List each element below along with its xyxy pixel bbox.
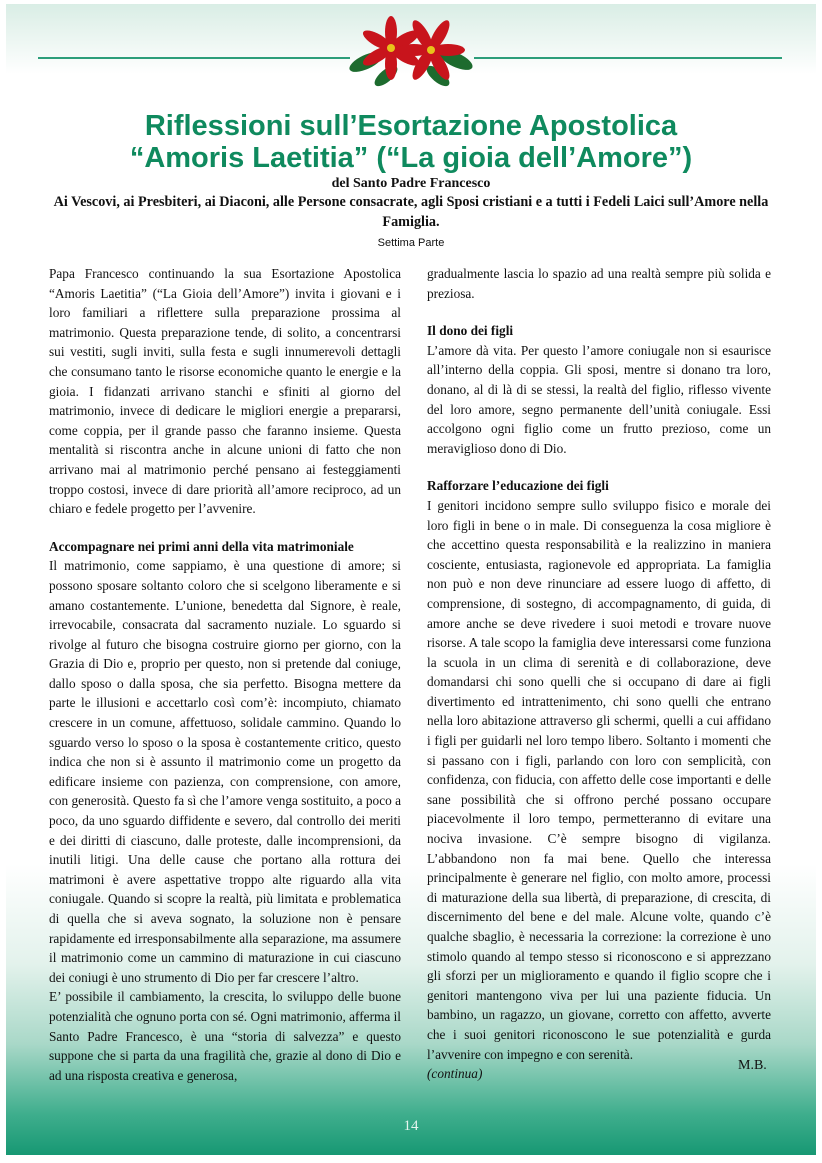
byline: del Santo Padre Francesco [331, 176, 491, 191]
section-heading: Il dono dei figli [427, 323, 514, 339]
header-rule-left [38, 57, 350, 59]
body-paragraph: L’amore dà vita. Per questo l’amore coniugale non si esaurisce all’interno della coppia. Gli sposi, mentre si donano tra loro, donano, al di là di se stessi, la realtà del figlio, riflesso vivente del loro amore, segno permanente dell’unità coniugale. Essi accolgono ogni figlio come un frutto prezioso, come un meraviglioso dono di Dio. [427, 342, 771, 456]
right-column [427, 264, 771, 1084]
left-column [49, 264, 401, 1085]
title-line-2: “Amoris Laetitia” (“La gioia dell’Amore”) [129, 142, 693, 174]
header-rule-right [474, 57, 782, 59]
intro-paragraph: Papa Francesco continuando la sua Esortazione Apostolica “Amoris Laetitia” (“La Gioia dell’Amore”) invita i giovani e i loro familiari a riflettere sulla preparazione prossima al matrimonio. Questa preparazione tende, di solito, a concentrarsi sui vestiti, sugli inviti, sulla festa e sugli innumerevoli dettagli che consumano tanto le risorse economiche quanto le energie e la gioia. I fidanzati arrivano stanchi e sfiniti al giorno del matrimonio, invece di dedicare le migliori energie a prepararsi, come coppia, per il grande passo che faranno insieme. Questa mentalità si riscontra anche in alcune unioni di fatto che non arrivano mai al matrimonio perché pensano ai festeggiamenti troppo costosi, invece di dare priorità all’amore reciproco, ad un chiaro e fedele progetto per l’avvenire. [49, 266, 401, 517]
section-heading: Rafforzare l’educazione dei figli [427, 478, 609, 494]
body-paragraph: E’ possibile il cambiamento, la crescita, lo sviluppo delle buone potenzialità che ognuno porta con sé. Ogni matrimonio, afferma il Santo Padre Francesco, è una “storia di salvezza” e questo suppone che si parta da una fragilità che, grazie al dono di Dio e ad una risposta creativa e generosa, [49, 989, 401, 1083]
continued-note: (continua) [427, 1066, 483, 1082]
dedication: Ai Vescovi, ai Presbiteri, ai Diaconi, alle Persone consacrate, agli Sposi cristiani e a tutti i Fedeli Laici sull’Amore nella Famiglia. [53, 194, 769, 230]
body-paragraph: I genitori incidono sempre sullo sviluppo fisico e morale dei loro figli in bene o in male. Di conseguenza la cosa migliore è che accettino questa responsabilità e la realizzino in maniera cosciente, entusiasta, ragionevole ed appropriata. La famiglia non può e non deve rinunciare ad essere luogo di affetto, di comprensione, di sostegno, di accompagnamento, di guida, di amore anche se deve rivedere i suoi metodi e trovare nuove risorse. A tale scopo la famiglia deve interessarsi come funziona la scuola in un clima di serenità e di collaborazione, deve domandarsi chi sono quelli che si occupano di dare ai figli divertimento ed intrattenimento, chi sono quelli che entrano nella loro abitazione attraverso gli schermi, quelli a cui affidano i figli per guidarli nel loro tempo libero. Soltanto i momenti che si passano con i figli, parlando con loro con semplicità, con confidenza, con fiducia, con affetto delle cose importanti e delle sane possibilità che si offrono perché possano occupare piacevolmente il loro tempo, permetteranno di evitare una nociva invasione. C’è sempre bisogno di vigilanza. L’abbandono non fa mai bene. Quello che interessa principalmente è generare nel figlio, con molto amore, processi di maturazione della sua libertà, di preparazione, di crescita, di discernimento del bene e del male. Alcune volte, quando c’è qualche sbaglio, è necessaria la correzione: la correzione è uno stimolo quando al tempo stesso si riconoscono e si apprezzano gli sforzi per un miglioramento e quando il figlio scopre che i genitori mantengono viva per lui una paziente fiducia. Un bambino, un ragazzo, un giovane, corretto con affetto, avverte che i suoi genitori riconoscono le sue potenzialità e gurda l’avvenire con impegno e con serenità. [427, 497, 771, 1062]
continuation-paragraph: gradualmente lascia lo spazio ad una realtà sempre più solida e preziosa. [427, 266, 771, 301]
section-heading: Accompagnare nei primi anni della vita matrimoniale [49, 538, 354, 554]
title-line-1: Riflessioni sull’Esortazione Apostolica [144, 110, 678, 142]
page-number: 14 [403, 1118, 419, 1134]
poinsettia-icon [346, 10, 476, 88]
author-signature: M.B. [738, 1058, 767, 1073]
part-label: Settima Parte [377, 237, 445, 249]
body-paragraph: Il matrimonio, come sappiamo, è una questione di amore; si possono sposare soltanto coloro che si scelgono liberamente e si amano costantemente. L’unione, benedetta dal Signore, è reale, irrevocabile, consacrata dal sacramento nuziale. Lo sguardo si rivolge al futuro che bisogna costruire giorno per giorno, con la Grazia di Dio e, proprio per questo, non si pretende dal coniuge, dallo sposo o dalla sposa, che sia perfetto. Bisogna mettere da parte le illusioni e accettarlo così com’è: incompiuto, chiamato crescere in un comune, affettuoso, solidale cammino. Quando lo sguardo verso lo sposo o la sposa è costantemente critico, questo indica che non si è assunto il matrimonio come un progetto da edificare insieme con pazienza, con comprensione, con amore, con generosità. Questo fa sì che l’amore venga sostituito, a poco a poco, da uno sguardo diffidente e severo, dal controllo dei meriti e dei diritti di ciascuno, dalle proteste, dalle incomprensioni, da inutili litigi. Una delle cause che portano alla rottura dei matrimoni è avere aspettative troppo alte riguardo alla vita coniugale. Quando si scopre la realtà, più limitata e problematica di quella che si aveva sognato, la soluzione non è pensare rapidamente ed irresponsabilmente alla separazione, ma assumere il matrimonio come un cammino di maturazione in cui ciascuno dei coniugi è uno strumento di Dio per far crescere l’altro. [49, 558, 401, 985]
